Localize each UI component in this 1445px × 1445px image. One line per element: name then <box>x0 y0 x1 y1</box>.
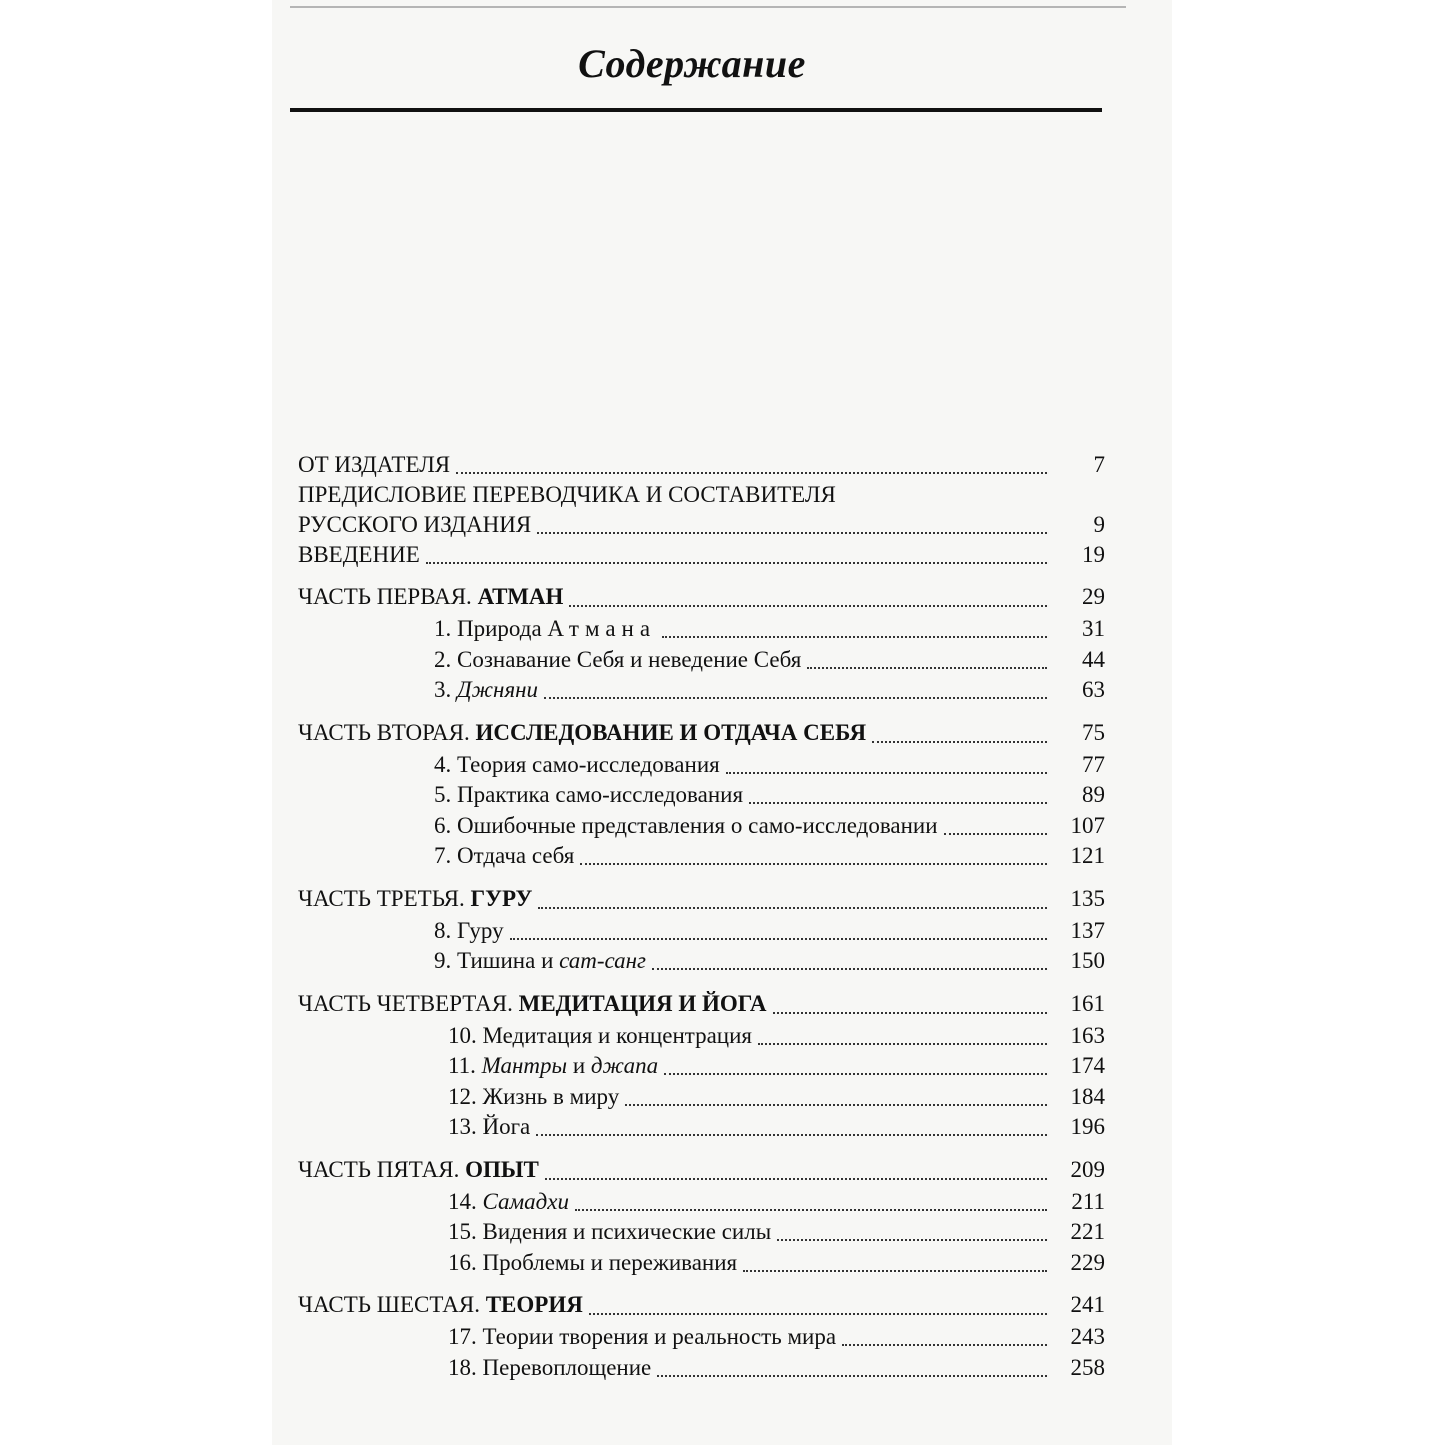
chapter-label <box>298 750 720 780</box>
toc-part-1 <box>298 582 1105 614</box>
chapter-number: 13. <box>448 1114 477 1139</box>
chapter-label <box>298 1112 530 1142</box>
chapter-title: Медитация и концентрация <box>482 1022 752 1048</box>
dot-leader <box>545 1178 1047 1180</box>
chapter-number: 15. <box>448 1219 477 1244</box>
toc-page: 7 <box>1093 452 1105 477</box>
chapter-label <box>298 1051 658 1081</box>
part-prefix: ЧАСТЬ ШЕСТАЯ. <box>298 1292 480 1317</box>
toc-part-label <box>298 1290 583 1320</box>
toc-page: 9 <box>1093 512 1105 537</box>
toc-page: 19 <box>1082 542 1105 567</box>
dot-leader <box>777 1239 1047 1241</box>
chapter-number: 1. <box>434 616 452 641</box>
chapter-title: Перевоплощение <box>482 1354 652 1380</box>
chapter-title-spaced: Атмана <box>547 616 657 641</box>
toc-chapter-11 <box>298 1051 1105 1082</box>
toc-chapter-12 <box>298 1082 1105 1113</box>
toc-chapter-8 <box>298 916 1105 947</box>
toc-entry-publisher <box>298 450 1105 480</box>
toc-chapter-16 <box>298 1248 1105 1279</box>
toc-chapter-3 <box>298 675 1105 706</box>
chapter-label <box>298 675 538 705</box>
toc-page: 107 <box>1070 812 1105 838</box>
toc-chapter-15 <box>298 1217 1105 1248</box>
toc-part-label <box>298 989 767 1019</box>
dot-leader <box>726 772 1047 774</box>
part-name: ТЕОРИЯ <box>485 1292 583 1317</box>
chapter-number: 17. <box>448 1324 477 1349</box>
chapter-number: 8. <box>434 917 452 943</box>
toc-page: 163 <box>1070 1022 1105 1048</box>
toc-page: 89 <box>1082 782 1105 807</box>
chapter-number: 7. <box>434 843 452 868</box>
toc-page: 44 <box>1082 646 1105 672</box>
chapter-title: Теория само-исследования <box>457 751 720 777</box>
toc-label: ОТ ИЗДАТЕЛЯ <box>298 452 451 477</box>
chapter-label <box>298 1353 651 1383</box>
toc-label: РУССКОГО ИЗДАНИЯ <box>298 512 532 537</box>
toc-chapter-10 <box>298 1021 1105 1052</box>
toc-page: 229 <box>1070 1249 1105 1275</box>
dot-leader <box>544 697 1047 699</box>
toc-page: 243 <box>1070 1324 1105 1349</box>
toc-entry-introduction <box>298 540 1105 570</box>
chapter-label <box>298 614 656 644</box>
dot-leader <box>872 741 1047 743</box>
toc-part-label <box>298 582 563 612</box>
dot-leader <box>456 472 1047 474</box>
dot-leader <box>580 863 1047 865</box>
chapter-title: Ошибочные представления о само-исследовании <box>457 812 938 838</box>
chapter-number: 12. <box>448 1083 477 1109</box>
chapter-label <box>298 811 938 841</box>
chapter-title: Теории творения и реальность мира <box>482 1324 837 1349</box>
title-rule <box>290 108 1102 112</box>
dot-leader <box>625 1104 1047 1106</box>
chapter-title-italic: сат-санг <box>559 948 647 973</box>
toc-page: 135 <box>1070 885 1105 911</box>
chapter-number: 5. <box>434 782 452 807</box>
chapter-title-italic: Мантры <box>481 1053 568 1078</box>
toc-entry-preface-line1: ПРЕДИСЛОВИЕ ПЕРЕВОДЧИКА И СОСТАВИТЕЛЯ <box>298 482 836 507</box>
chapter-title-conj: и <box>572 1053 586 1078</box>
dot-leader <box>749 802 1047 804</box>
chapter-title: Видения и психические силы <box>482 1219 772 1244</box>
dot-leader <box>589 1313 1047 1315</box>
toc-page: 161 <box>1070 990 1105 1016</box>
toc-chapter-5 <box>298 780 1105 811</box>
chapter-title: Жизнь в миру <box>482 1083 620 1109</box>
page-title: Содержание <box>578 41 806 86</box>
part-name: МЕДИТАЦИЯ И ЙОГА <box>518 990 767 1016</box>
dot-leader <box>426 562 1047 564</box>
chapter-label <box>298 1021 752 1051</box>
toc-chapter-2 <box>298 645 1105 676</box>
chapter-label <box>298 841 574 871</box>
chapter-title: Йога <box>482 1114 531 1139</box>
toc-chapter-6 <box>298 811 1105 842</box>
part-prefix: ЧАСТЬ ПЕРВАЯ. <box>298 584 472 609</box>
toc-page: 150 <box>1070 948 1105 973</box>
toc-page: 63 <box>1082 677 1105 702</box>
part-name: ИССЛЕДОВАНИЕ И ОТДАЧА СЕБЯ <box>475 719 867 745</box>
chapter-label <box>298 946 646 976</box>
chapter-title: Природа <box>457 616 542 641</box>
toc-entry-preface-line2 <box>298 510 1105 540</box>
chapter-label <box>298 1217 771 1247</box>
chapter-label <box>298 1187 569 1217</box>
dot-leader <box>510 938 1047 940</box>
part-prefix: ЧАСТЬ ЧЕТВЕРТАЯ. <box>298 990 513 1016</box>
toc-part-3 <box>298 884 1105 916</box>
toc-part-6 <box>298 1290 1105 1322</box>
chapter-number: 3. <box>434 677 452 702</box>
dot-leader <box>743 1270 1047 1272</box>
toc-part-5 <box>298 1155 1105 1187</box>
dot-leader <box>575 1209 1047 1211</box>
book-page <box>272 0 1172 1445</box>
toc-page: 196 <box>1070 1114 1105 1139</box>
chapter-label <box>298 1082 619 1112</box>
toc-page: 75 <box>1082 719 1105 745</box>
chapter-label <box>298 1248 737 1278</box>
dot-leader <box>652 968 1047 970</box>
toc-page: 241 <box>1070 1292 1105 1317</box>
chapter-number: 14. <box>448 1188 477 1214</box>
dot-leader <box>807 667 1047 669</box>
toc-page: 174 <box>1070 1053 1105 1078</box>
toc-chapter-4 <box>298 750 1105 781</box>
dot-leader <box>569 605 1047 607</box>
dot-leader <box>657 1375 1047 1377</box>
chapter-title: Проблемы и переживания <box>482 1249 738 1275</box>
chapter-title: Отдача себя <box>457 843 575 868</box>
chapter-label <box>298 1322 836 1352</box>
chapter-number: 11. <box>448 1053 476 1078</box>
chapter-title: Практика само-исследования <box>457 782 744 807</box>
chapter-title-italic: Самадхи <box>482 1188 570 1214</box>
toc-page: 137 <box>1070 917 1105 943</box>
chapter-title: Гуру <box>457 917 504 943</box>
chapter-number: 6. <box>434 812 452 838</box>
toc-part-label <box>298 718 866 748</box>
dot-leader <box>537 532 1047 534</box>
toc-chapter-13 <box>298 1112 1105 1143</box>
chapter-number: 4. <box>434 751 452 777</box>
table-of-contents <box>298 450 1105 1383</box>
dot-leader <box>662 636 1047 638</box>
part-prefix: ЧАСТЬ ВТОРАЯ. <box>298 719 470 745</box>
part-name: ГУРУ <box>470 885 533 911</box>
toc-part-label <box>298 1155 539 1185</box>
dot-leader <box>944 833 1047 835</box>
toc-label: ВВЕДЕНИЕ <box>298 542 420 567</box>
chapter-number: 2. <box>434 646 452 672</box>
part-name: АТМАН <box>477 584 564 609</box>
toc-page: 184 <box>1070 1083 1105 1109</box>
top-rule <box>290 6 1126 8</box>
toc-page: 121 <box>1070 843 1105 868</box>
part-prefix: ЧАСТЬ ТРЕТЬЯ. <box>298 885 465 911</box>
toc-page: 221 <box>1070 1219 1105 1244</box>
toc-part-4 <box>298 989 1105 1021</box>
toc-page: 209 <box>1070 1156 1105 1182</box>
toc-page: 258 <box>1070 1354 1105 1380</box>
dot-leader <box>773 1012 1048 1014</box>
chapter-title: Сознавание Себя и неведение Себя <box>457 646 802 672</box>
toc-chapter-18 <box>298 1353 1105 1384</box>
chapter-label <box>298 916 504 946</box>
chapter-number: 9. <box>434 948 452 973</box>
dot-leader <box>538 907 1047 909</box>
chapter-title-italic: джапа <box>590 1053 659 1078</box>
dot-leader <box>842 1344 1047 1346</box>
chapter-number: 18. <box>448 1354 477 1380</box>
chapter-title: Тишина и <box>457 948 554 973</box>
chapter-label <box>298 780 743 810</box>
toc-page: 31 <box>1082 616 1105 641</box>
dot-leader <box>664 1073 1047 1075</box>
dot-leader <box>758 1043 1047 1045</box>
dot-leader <box>536 1134 1047 1136</box>
toc-chapter-9 <box>298 946 1105 977</box>
toc-chapter-1 <box>298 614 1105 645</box>
toc-chapter-17 <box>298 1322 1105 1353</box>
part-name: ОПЫТ <box>465 1156 539 1182</box>
toc-part-label <box>298 884 532 914</box>
chapter-label <box>298 645 801 675</box>
chapter-title: Джняни <box>457 677 539 702</box>
toc-page: 77 <box>1082 751 1105 777</box>
toc-page: 211 <box>1071 1188 1105 1214</box>
toc-chapter-7 <box>298 841 1105 872</box>
chapter-number: 16. <box>448 1249 477 1275</box>
part-prefix: ЧАСТЬ ПЯТАЯ. <box>298 1156 460 1182</box>
toc-part-2 <box>298 718 1105 750</box>
toc-page: 29 <box>1082 584 1105 609</box>
chapter-number: 10. <box>448 1022 477 1048</box>
toc-chapter-14 <box>298 1187 1105 1218</box>
